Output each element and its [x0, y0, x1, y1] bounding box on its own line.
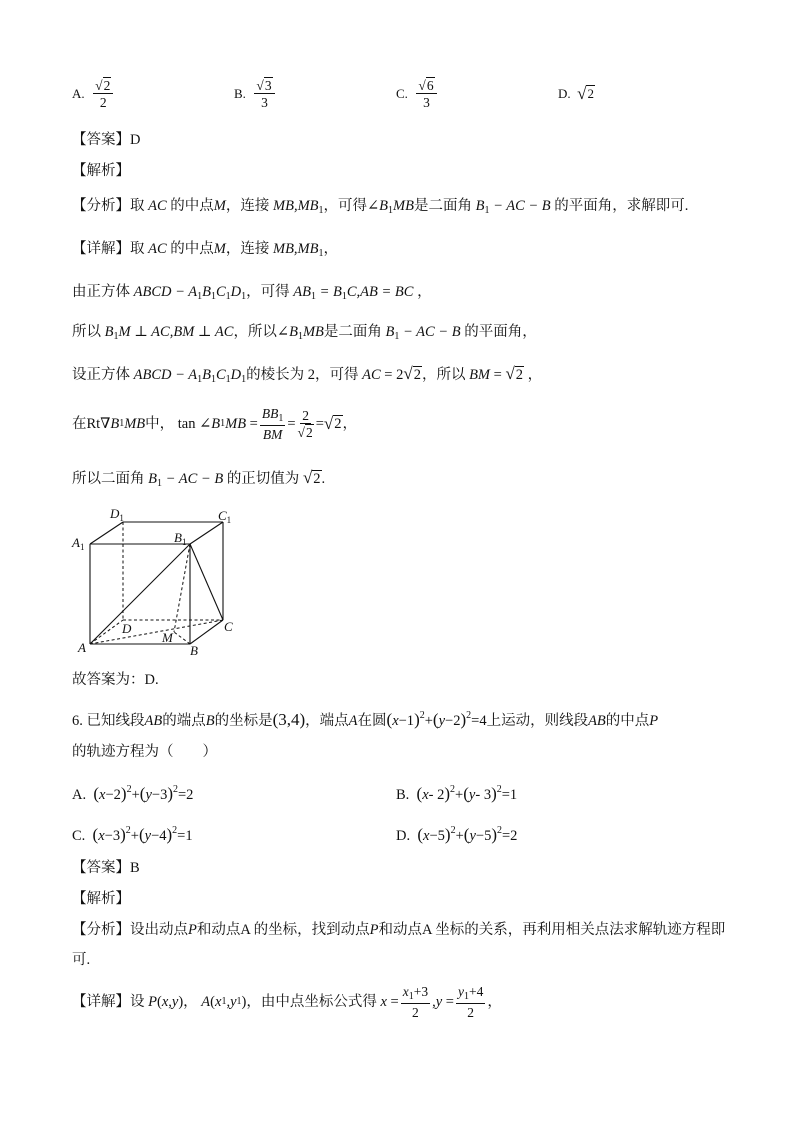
edge-b1-c [190, 544, 223, 620]
q5-detail-line2: 由正方体 ABCD − $A_1B_1C_1D_1$，可得 $AB_1 = B_1C,AB$ = BC ， [72, 284, 432, 302]
q6-analysis-heading: 【解析】 [72, 891, 130, 907]
option-d[interactable]: D. √ 2 [558, 84, 594, 103]
analysis-heading: 【解析】 [72, 163, 130, 179]
edge-a-d [90, 620, 123, 644]
option-label: B. [234, 86, 246, 101]
edge-a-b1 [90, 544, 190, 644]
q6-fenxi-line: 【分析】设出动点P和动点A 的坐标，找到动点P和动点A 坐标的关系，再利用相关点法求解轨迹方程即 [72, 922, 726, 938]
q6-stem-line1: 6. 已知线段AB的端点B的坐标是(3,4)，端点A在圆$(x-1)^2+(y-2)^2=4$上运动，则线段AB的中点P [72, 710, 659, 729]
label-b: B [190, 643, 198, 658]
label-a: A [78, 640, 86, 655]
edge-b1-c1 [190, 522, 223, 544]
option-label: A. [72, 86, 85, 101]
cube-figure [66, 500, 246, 660]
option-b[interactable] [234, 74, 277, 114]
label-d: D [122, 621, 132, 636]
q5-fenxi-line: 【分析】取 AC 的中点M，连接 $MB,MB_1$，可得$\angle B_1MB$是二面角 $B_1$ − AC − B 的平面角，求解即可. [72, 198, 689, 216]
q6-option-c[interactable]: C. $(x-3)^2+(y-4)^2=1$ [72, 825, 193, 844]
fraction: $\frac{√6}{3}$ [416, 79, 436, 110]
q5-detail-line1: 【详解】取 AC 的中点M，连接 $MB,MB_1$， [72, 241, 338, 259]
edge-b-c [190, 620, 223, 644]
fraction: $\frac{√2}{2}$ [93, 79, 113, 110]
edge-a1-d1 [90, 522, 123, 544]
fraction: $\frac{√3}{3}$ [254, 79, 274, 110]
q6-stem-line2: 的轨迹方程为（ ） [72, 744, 217, 760]
q5-detail-line4: 设正方体 ABCD − $A_1B_1C_1D_1$的棱长为 2，可得 AC = 2√2，所以 BM = √2 ， [72, 364, 543, 385]
q5-detail-line6: 所以二面角 $B_1$ − AC − B 的正切值为 √2. [72, 468, 326, 489]
label-a1: $A_1$ [72, 535, 85, 552]
option-a[interactable] [72, 74, 115, 114]
label-c: C [224, 619, 233, 634]
label-c1: $C_1$ [218, 508, 232, 525]
q6-option-b[interactable]: B. (x- 2)$^2$+(y- 3)$^2$=1 [396, 784, 518, 803]
edge-b-m [174, 632, 190, 644]
q6-answer: 【答案】B [72, 860, 140, 876]
q5-final-answer: 故答案为：D. [72, 672, 159, 688]
label-d1: $D_1$ [110, 506, 124, 523]
q6-fenxi-cont: 可. [72, 952, 91, 968]
q6-detail-line: 【详解】 设 P ( x , y ) ， A ( x 1 , y 1 ) ，由中点坐标公式得 x = $\frac{x_1+3}{2}$ , y = $\frac{y_1+4}{2}$ ， [72, 983, 502, 1020]
option-label: D. [558, 86, 571, 101]
q5-detail-line5: 在 Rt∇ B 1 MB 中， tan ∠ B 1 MB = $\frac{BB_1}{BM}$ = $\frac{2}{√2}$ = √ 2 ， [72, 405, 357, 442]
label-b1: $B_1$ [174, 530, 187, 547]
q6-option-d[interactable]: D. $(x-5)^2+(y-5)^2=2$ [396, 825, 518, 844]
answer-line: 【答案】D [72, 132, 141, 148]
label-m: M [162, 630, 173, 645]
option-c[interactable] [396, 74, 439, 114]
q5-detail-line3: 所以 $B_1M$ ⊥ AC,BM ⊥ AC，所以$\angle B_1MB$是二面角 $B_1$ − AC − B 的平面角， [72, 324, 537, 342]
option-label: C. [396, 86, 408, 101]
q6-option-a[interactable]: A. $(x-2)^2+(y-3)^2=2$ [72, 784, 194, 803]
